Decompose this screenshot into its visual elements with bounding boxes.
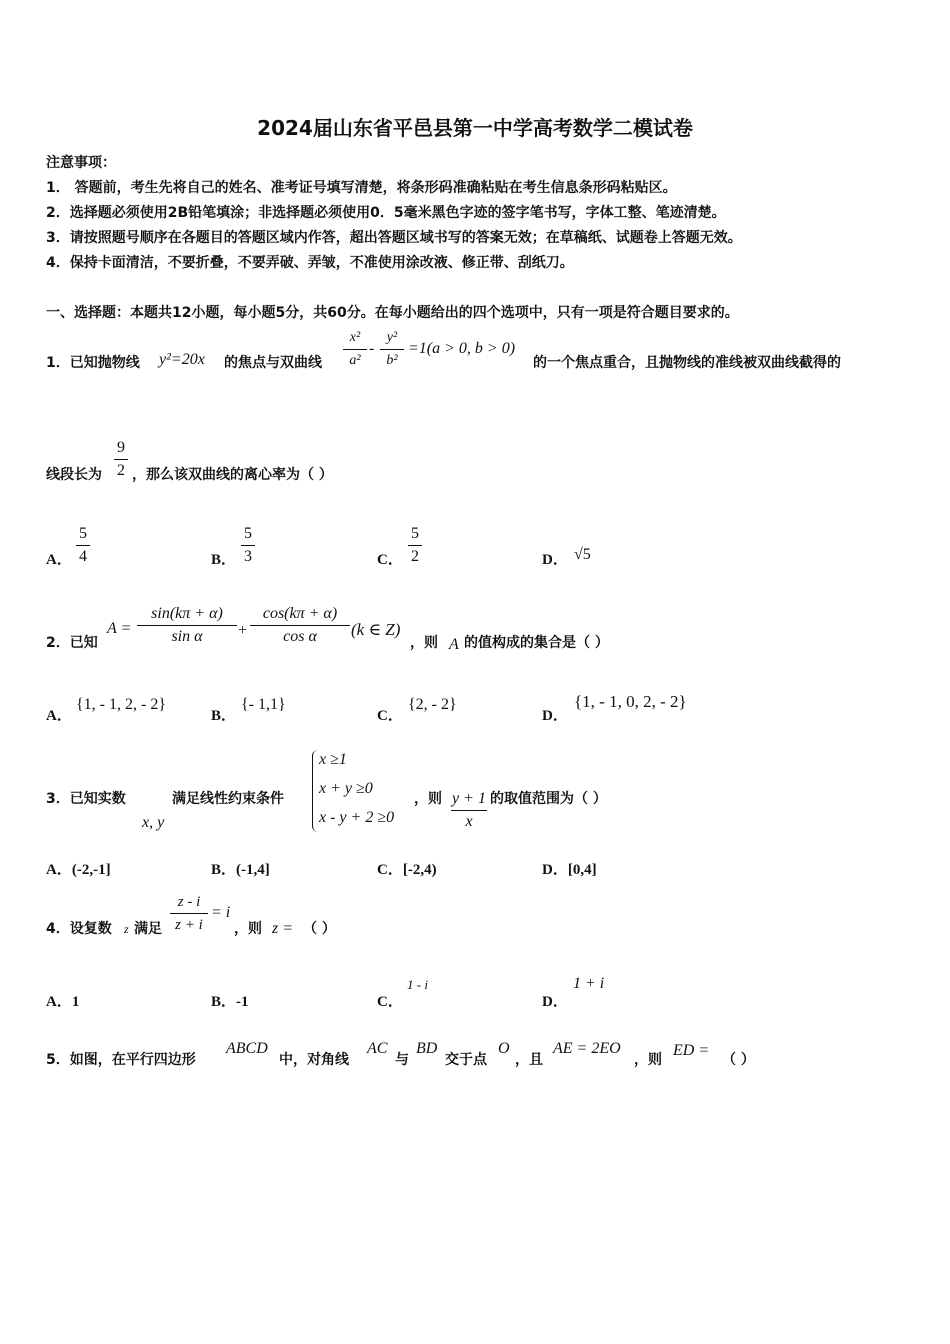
constraint-brace bbox=[312, 750, 319, 832]
notice-heading: 注意事项： bbox=[46, 155, 116, 171]
notice-item: 1． 答题前，考生先将自己的姓名、准考证号填写清楚，将条形码准确粘贴在考生信息条形码粘贴区。 bbox=[46, 180, 677, 196]
option-value: [-2,4) bbox=[402, 862, 437, 878]
fraction-denominator: sin α bbox=[171, 628, 203, 645]
q5-text: 5．如图，在平行四边形 bbox=[46, 1052, 196, 1068]
fraction-numerator: x² bbox=[349, 330, 361, 345]
fraction-numerator: 5 bbox=[244, 525, 252, 542]
q5-text: 与 bbox=[395, 1052, 409, 1068]
option-label: A． bbox=[46, 994, 72, 1010]
q4-ratio bbox=[170, 892, 208, 935]
q4-text: （ ） bbox=[303, 921, 336, 937]
q3-constraint-3: x - y + 2 ≥0 bbox=[319, 809, 395, 826]
option-label: B． bbox=[211, 708, 237, 724]
q1-option-d-value: √5 bbox=[574, 546, 591, 563]
q1-option-c-value bbox=[408, 524, 422, 567]
q4-option-c[interactable] bbox=[377, 990, 403, 1011]
q4-text: 4．设复数 bbox=[46, 921, 112, 937]
q1-hyperbola-rhs: =1(a > 0, b > 0) bbox=[408, 340, 516, 357]
q5-parallelogram: ABCD bbox=[226, 1040, 268, 1057]
q2-condition: (k ∈ Z) bbox=[351, 620, 401, 639]
q5-diagonal-bd: BD bbox=[416, 1040, 438, 1057]
fraction-denominator: b² bbox=[386, 353, 398, 368]
q2-option-d-value: {1, - 1, 0, 2, - 2} bbox=[574, 692, 687, 711]
notice-item: 4．保持卡面清洁，不要折叠，不要弄破、弄皱，不准使用涂改液、修正带、刮纸刀。 bbox=[46, 255, 574, 271]
section-heading: 一、选择题：本题共12小题，每小题5分，共60分。在每小题给出的四个选项中，只有一项是符合题目要求的。 bbox=[46, 305, 739, 321]
q1-option-b-value bbox=[241, 524, 255, 567]
notice-item: 2．选择题必须使用2B铅笔填涂；非选择题必须使用0．5毫米黑色字迹的签字笔书写，字体工整、笔迹清楚。 bbox=[46, 205, 726, 221]
option-label: A． bbox=[46, 708, 72, 724]
option-label: D． bbox=[542, 552, 568, 568]
q1-hyperbola-term1 bbox=[343, 328, 367, 371]
q1-text: ，那么该双曲线的离心率为（ ） bbox=[132, 467, 333, 483]
option-label: B． bbox=[211, 552, 237, 568]
fraction-numerator: sin(kπ + α) bbox=[151, 605, 223, 622]
fraction-numerator: 5 bbox=[79, 525, 87, 542]
q2-option-c[interactable] bbox=[377, 704, 403, 725]
option-label: A． bbox=[46, 552, 72, 568]
fraction-denominator: 2 bbox=[411, 548, 419, 565]
q2-var: A bbox=[449, 636, 459, 653]
q1-segment-length bbox=[114, 438, 128, 481]
q4-option-a[interactable] bbox=[46, 990, 79, 1011]
q3-option-d[interactable] bbox=[542, 858, 597, 879]
q4-rhs: = i bbox=[211, 904, 231, 921]
option-label: C． bbox=[377, 708, 403, 724]
fraction-denominator: 2 bbox=[117, 462, 125, 479]
fraction-numerator: z - i bbox=[177, 894, 201, 910]
q5-text: ，且 bbox=[515, 1052, 543, 1068]
q5-point-o: O bbox=[498, 1040, 510, 1057]
q3-text: 满足线性约束条件 bbox=[172, 791, 284, 807]
q1-option-a[interactable] bbox=[46, 548, 72, 569]
q3-text: ，则 bbox=[414, 791, 442, 807]
q3-text: 3．已知实数 bbox=[46, 791, 126, 807]
q3-ratio bbox=[451, 789, 487, 832]
q1-hyperbola-term2 bbox=[380, 328, 404, 371]
option-label: C． bbox=[377, 862, 403, 878]
q2-text: 的值构成的集合是（ ） bbox=[464, 635, 609, 651]
q3-option-a[interactable] bbox=[46, 858, 111, 879]
q2-plus: + bbox=[238, 622, 248, 639]
q3-option-c[interactable] bbox=[377, 858, 437, 879]
q1-text: 1．已知抛物线 bbox=[46, 355, 140, 371]
q5-text: （ ） bbox=[722, 1052, 755, 1068]
q3-text: 的取值范围为（ ） bbox=[490, 791, 607, 807]
option-value: 1 bbox=[71, 994, 80, 1010]
fraction-numerator: 9 bbox=[117, 439, 125, 456]
option-value: -1 bbox=[236, 994, 249, 1010]
q2-option-b[interactable] bbox=[211, 704, 236, 725]
q4-text: ，则 bbox=[234, 921, 262, 937]
fraction-denominator: 3 bbox=[244, 548, 252, 565]
q4-option-c-value: 1 - i bbox=[407, 977, 428, 992]
q3-option-b[interactable] bbox=[211, 858, 270, 879]
q4-z: z = bbox=[272, 920, 294, 937]
option-label: C． bbox=[377, 552, 403, 568]
option-value: [0,4] bbox=[567, 862, 597, 878]
fraction-numerator: cos(kπ + α) bbox=[262, 605, 338, 622]
fraction-numerator: y² bbox=[386, 330, 398, 345]
option-label: B． bbox=[211, 862, 237, 878]
q1-minus: - bbox=[369, 340, 375, 357]
q1-parabola: y²=20x bbox=[159, 351, 205, 368]
q5-text: 中，对角线 bbox=[279, 1052, 349, 1068]
q5-diagonal-ac: AC bbox=[367, 1040, 388, 1057]
q4-var: z bbox=[124, 922, 129, 936]
fraction-denominator: cos α bbox=[283, 628, 317, 645]
q2-option-a[interactable] bbox=[46, 704, 72, 725]
q1-option-a-value bbox=[76, 524, 90, 567]
q4-option-d[interactable] bbox=[542, 990, 568, 1011]
q5-condition: AE = 2EO bbox=[553, 1040, 621, 1057]
q2-lhs: A = bbox=[107, 620, 132, 637]
q4-option-d-value: 1 + i bbox=[573, 975, 605, 992]
q5-text: 交于点 bbox=[445, 1052, 487, 1068]
q1-text: 的一个焦点重合，且抛物线的准线被双曲线截得的 bbox=[533, 355, 841, 371]
notice-item: 3．请按照题号顺序在各题目的答题区域内作答，超出答题区域书写的答案无效；在草稿纸、试题卷上答题无效。 bbox=[46, 230, 742, 246]
fraction-denominator: x bbox=[465, 813, 473, 830]
q1-option-b[interactable] bbox=[211, 548, 236, 569]
q2-option-b-value: {- 1,1} bbox=[241, 696, 286, 713]
q2-term2 bbox=[250, 604, 350, 647]
option-value: (-1,4] bbox=[236, 862, 270, 878]
q3-constraint-1: x ≥1 bbox=[319, 751, 347, 768]
q2-term1 bbox=[137, 604, 237, 647]
q1-option-c[interactable] bbox=[377, 548, 403, 569]
q3-constraint-2: x + y ≥0 bbox=[319, 780, 373, 797]
option-label: D． bbox=[542, 994, 568, 1010]
fraction-numerator: y + 1 bbox=[452, 790, 486, 807]
option-label: C． bbox=[377, 994, 403, 1010]
q1-text: 线段长为 bbox=[46, 467, 102, 483]
q1-text: 的焦点与双曲线 bbox=[224, 355, 322, 371]
q3-vars: x, y bbox=[142, 814, 165, 831]
option-label: D． bbox=[542, 708, 568, 724]
fraction-denominator: a² bbox=[349, 353, 361, 368]
q2-option-a-value: {1, - 1, 2, - 2} bbox=[76, 696, 167, 713]
q2-option-d[interactable] bbox=[542, 704, 568, 725]
q1-option-d[interactable] bbox=[542, 548, 568, 569]
fraction-denominator: 4 bbox=[79, 548, 87, 565]
q5-ed: ED = bbox=[673, 1042, 710, 1059]
option-label: D． bbox=[542, 862, 568, 878]
page-title: 2024届山东省平邑县第一中学高考数学二模试卷 bbox=[257, 116, 693, 140]
q2-option-c-value: {2, - 2} bbox=[408, 696, 457, 713]
option-value: (-2,-1] bbox=[71, 862, 111, 878]
fraction-denominator: z + i bbox=[175, 917, 203, 933]
option-label: A． bbox=[46, 862, 72, 878]
q2-text: ，则 bbox=[410, 635, 438, 651]
q5-text: ，则 bbox=[634, 1052, 662, 1068]
option-label: B． bbox=[211, 994, 237, 1010]
q4-text: 满足 bbox=[134, 921, 162, 937]
q2-text: 2．已知 bbox=[46, 635, 98, 651]
fraction-numerator: 5 bbox=[411, 525, 419, 542]
q4-option-b[interactable] bbox=[211, 990, 249, 1011]
